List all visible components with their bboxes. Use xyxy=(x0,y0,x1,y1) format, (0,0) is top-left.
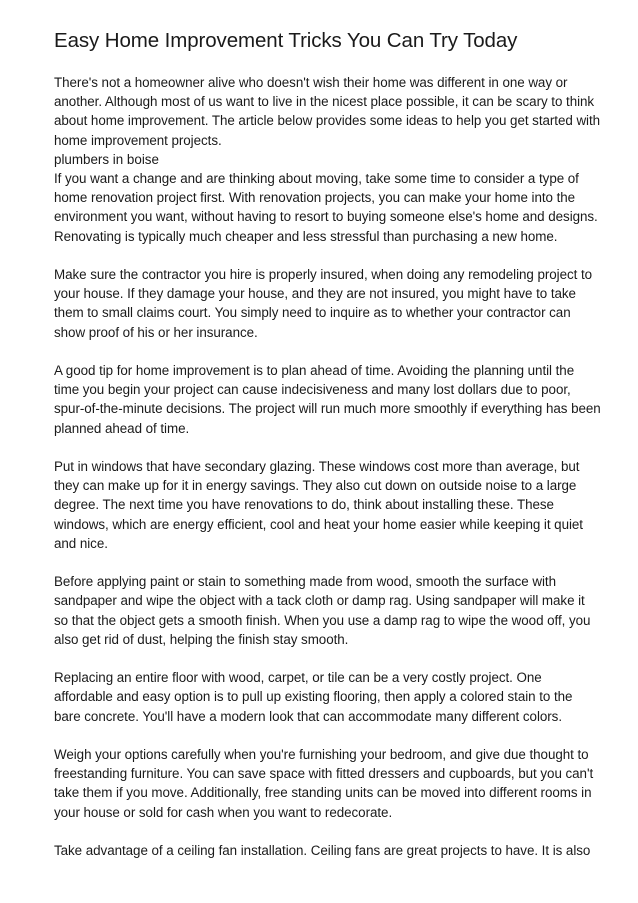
paragraph-floor-stain: Replacing an entire floor with wood, carpet, or tile can be a very costly project. One affordable and easy option is to pull up existing flooring, then apply a colored stain to the bare concrete. You'll have a modern look that can accommodate many different colors. xyxy=(54,670,573,724)
document-page xyxy=(54,28,602,879)
paragraph-plan-ahead: A good tip for home improvement is to plan ahead of time. Avoiding the planning until the time you begin your project can cause indecisiveness and many lost dollars due to poor, spur-of-the-minute decisions. The project will run much more smoothly if everything has been planned ahead of time. xyxy=(54,363,601,436)
paragraph-sandpaper: Before applying paint or stain to something made from wood, smooth the surface with sandpaper and wipe the object with a tack cloth or damp rag. Using sandpaper will make it so that the object gets a smooth finish. When you use a damp rag to wipe the wood off, you also get rid of dust, helping the finish stay smooth. xyxy=(54,574,591,647)
paragraph-secondary-glazing: Put in windows that have secondary glazing. These windows cost more than average, but they can make up for it in energy savings. They also cut down on outside noise to a large degree. The next time you have renovations to do, think about installing these. These windows, which are energy efficient, cool and heat your home easier while keeping it quiet and nice. xyxy=(54,459,583,551)
paragraph-renovation: If you want a change and are thinking about moving, take some time to consider a type of home renovation project first. With renovation projects, you can make your home into the environment you want, without having to resort to buying someone else's home and designs. Renovating is typically much cheaper and less stressful than purchasing a new home. xyxy=(54,171,598,244)
paragraph-contractor-insurance: Make sure the contractor you hire is properly insured, when doing any remodeling project to your house. If they damage your house, and they are not insured, you might have to take them to small claims court. You simply need to inquire as to whether your contractor can show proof of his or her insurance. xyxy=(54,267,593,340)
intro-paragraph: There's not a homeowner alive who doesn't wish their home was different in one way or another. Although most of us want to live in the nicest place possible, it can be scary to think about home improvement. The article below provides some ideas to help you get started with home improvement projects. xyxy=(54,75,601,148)
paragraph-bedroom-furniture: Weigh your options carefully when you're furnishing your bedroom, and give due thought to freestanding furniture. You can save space with fitted dressers and cupboards, but you can't take them if you move. Additionally, free standing units can be moved into different rooms in your house or sold for cash when you want to redecorate. xyxy=(54,747,594,820)
paragraph-ceiling-fan: Take advantage of a ceiling fan installation. Ceiling fans are great projects to have. It is also xyxy=(54,843,591,859)
document-title: Easy Home Improvement Tricks You Can Try Today xyxy=(54,29,518,52)
plumbers-link-text: plumbers in boise xyxy=(54,151,159,167)
